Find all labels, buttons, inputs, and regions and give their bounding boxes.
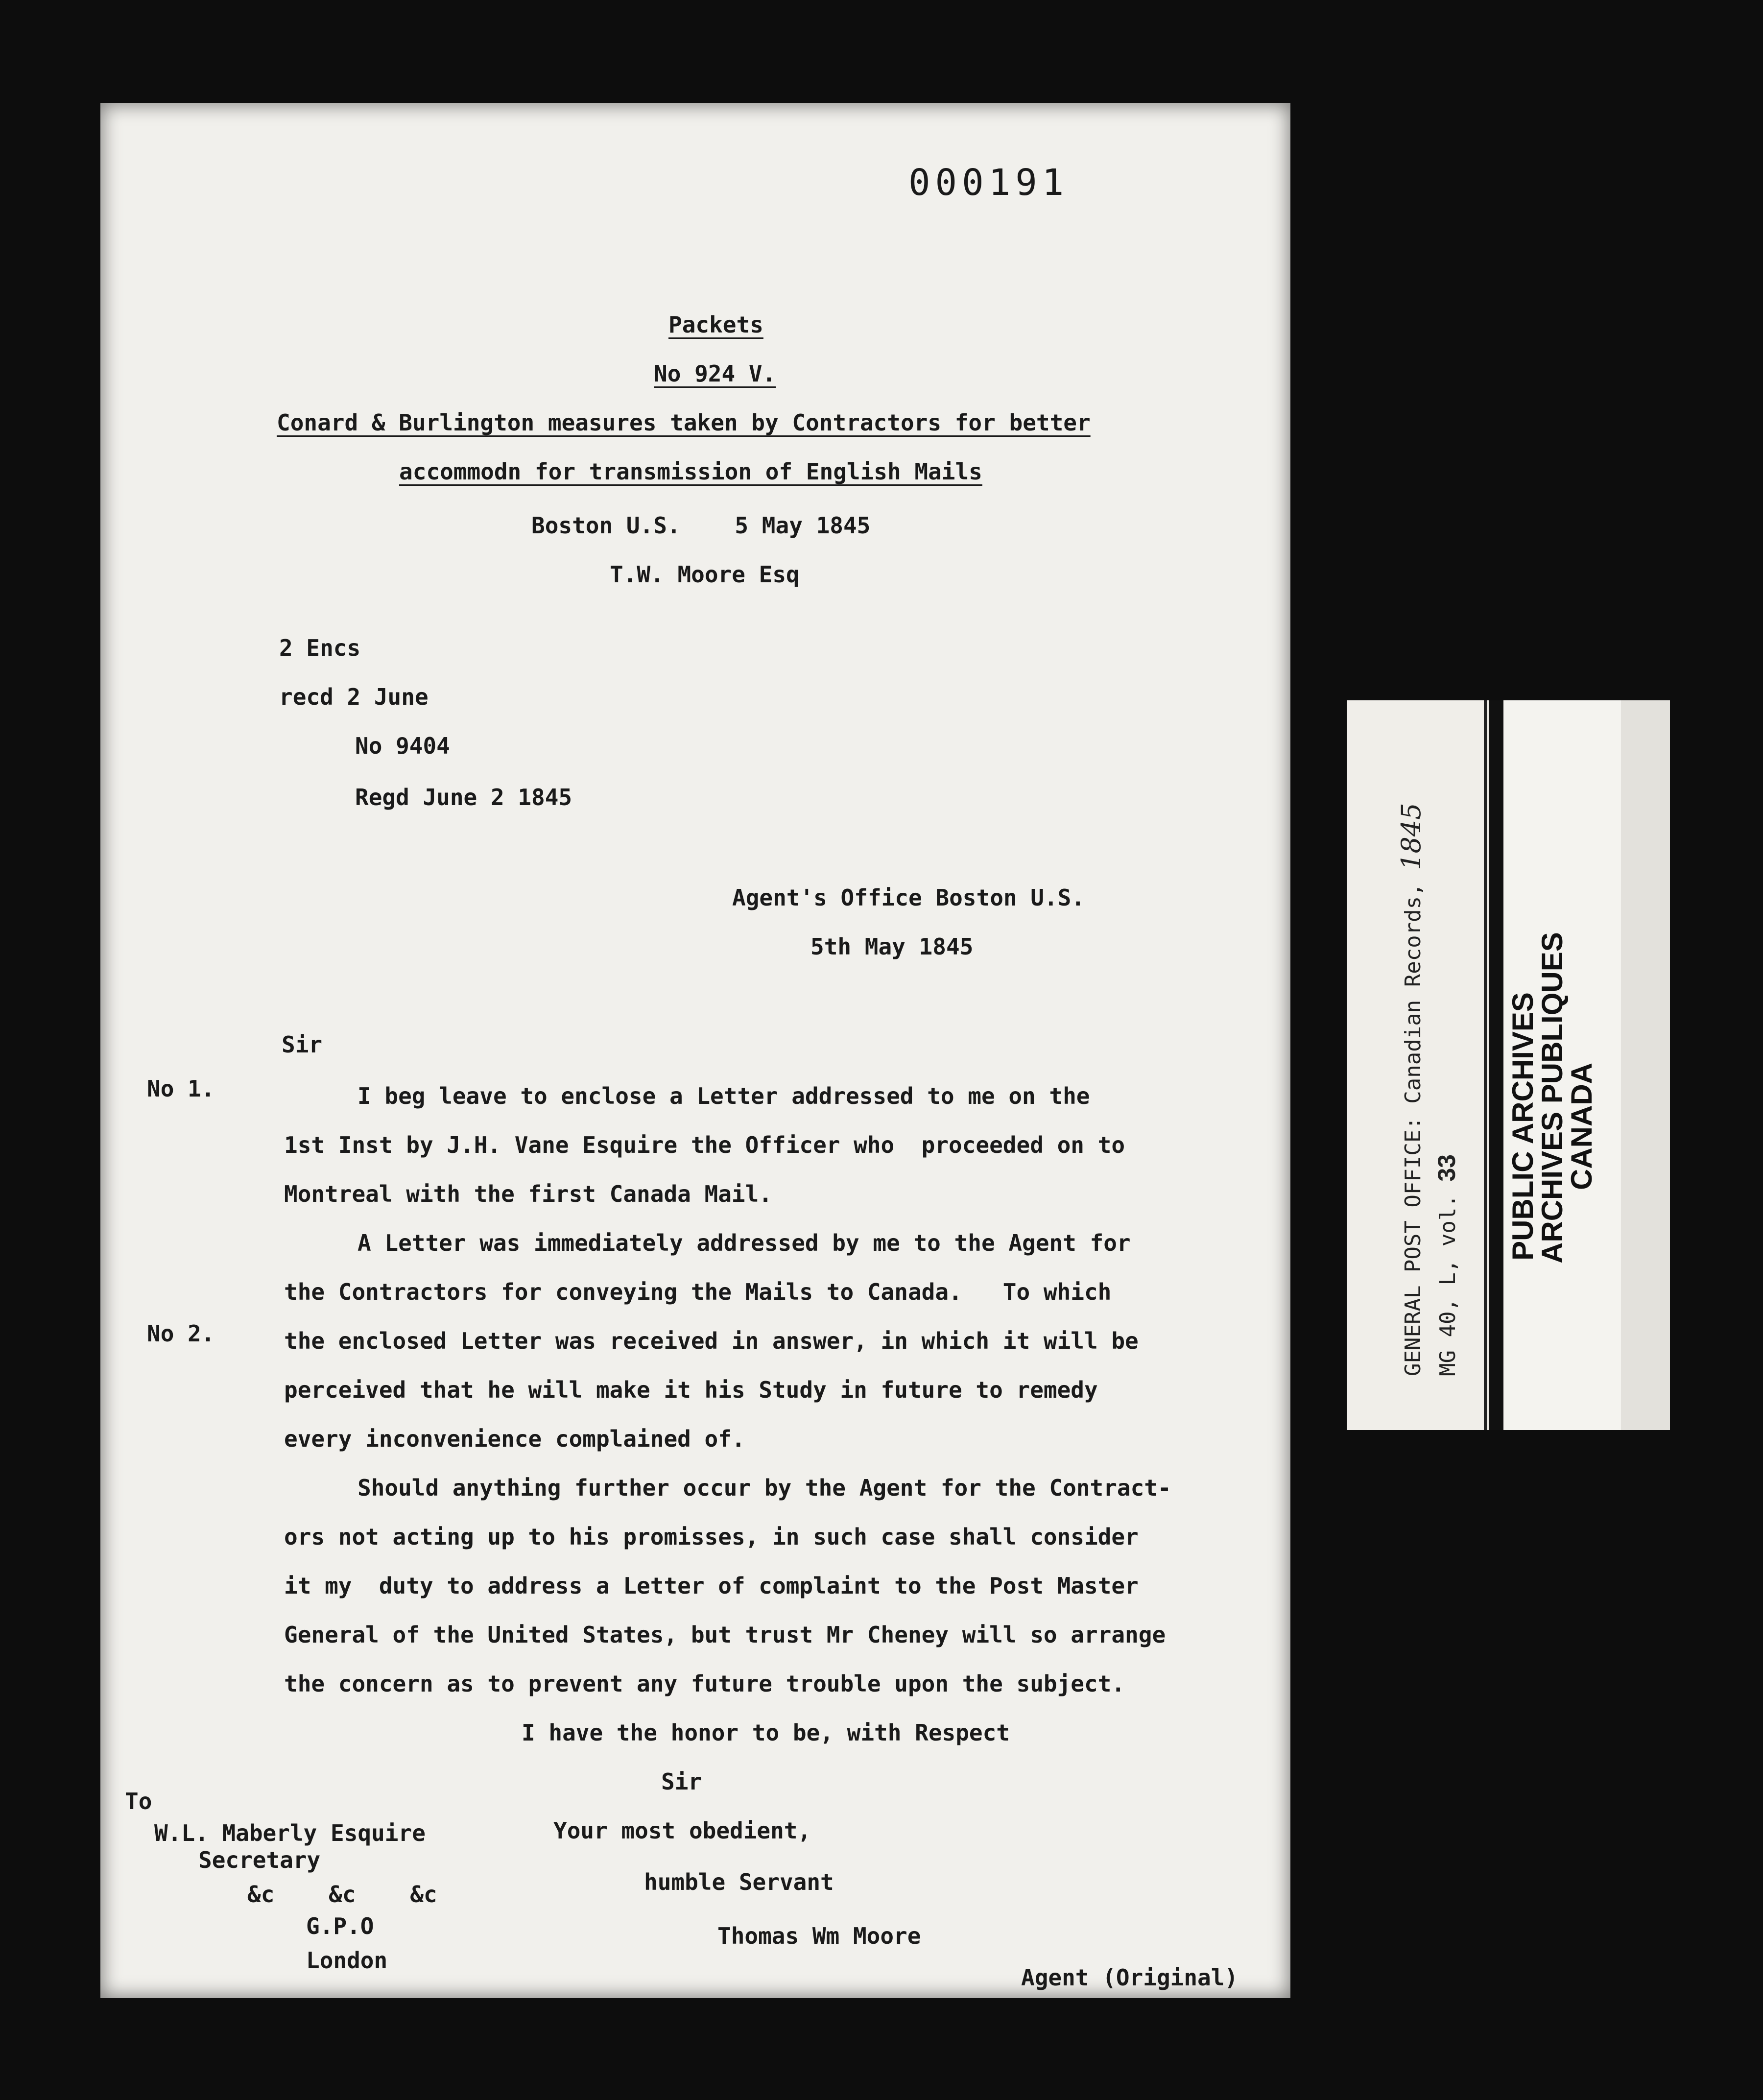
addressee-org: G.P.O — [306, 1913, 374, 1939]
body-line: the enclosed Letter was received in answer, in which it will be — [284, 1328, 1139, 1354]
archive-institution-line3: CANADA — [1565, 1063, 1598, 1190]
heading-subject-line2: accommodn for transmission of English Mails — [399, 458, 982, 485]
margin-note-2: No 2. — [147, 1320, 215, 1347]
heading-title: Packets — [668, 311, 763, 338]
archive-institution-line2: ARCHIVES PUBLIQUES — [1536, 932, 1569, 1264]
archive-record-line — [1396, 803, 1427, 1376]
body-line: General of the United States, but trust Mr Cheney will so arrange — [284, 1622, 1166, 1648]
addressee-etc: &c &c &c — [247, 1881, 437, 1908]
body-line: Should anything further occur by the Agent for the Contract- — [357, 1475, 1171, 1501]
archive-volume-number: 33 — [1433, 1154, 1460, 1182]
body-line: ors not acting up to his promisses, in such case shall consider — [284, 1524, 1139, 1550]
body-line: Montreal with the first Canada Mail. — [284, 1181, 772, 1207]
closing-line2: Sir — [661, 1768, 702, 1795]
body-line: every inconvenience complained of. — [284, 1426, 745, 1452]
registry-number: No 9404 — [355, 733, 450, 759]
addressee-name: W.L. Maberly Esquire — [154, 1820, 426, 1846]
archive-record-title: GENERAL POST OFFICE: Canadian Records, — [1401, 883, 1426, 1376]
signatory-title: Agent (Original) — [1021, 1964, 1239, 1991]
addressee-to: To — [125, 1788, 152, 1814]
body-line: perceived that he will make it his Study in future to remedy — [284, 1377, 1098, 1403]
body-line: it my duty to address a Letter of complaint to the Post Master — [284, 1573, 1139, 1599]
archive-volume-label: MG 40, L, vol. — [1435, 1194, 1460, 1376]
heading-number: No 924 V. — [654, 360, 776, 387]
addressee-city: London — [306, 1947, 388, 1974]
archive-volume-line — [1432, 1154, 1461, 1376]
letter-office: Agent's Office Boston U.S. — [732, 884, 1085, 911]
archive-institution-line1: PUBLIC ARCHIVES — [1506, 992, 1539, 1261]
heading-place-date: Boston U.S. 5 May 1845 — [531, 512, 871, 539]
archive-record-year: 1845 — [1396, 803, 1427, 870]
archive-label — [1347, 700, 1670, 1430]
signature: Thomas Wm Moore — [717, 1923, 921, 1949]
body-line: A Letter was immediately addressed by me to the Agent for — [357, 1230, 1131, 1256]
heading-subject-line1: Conard & Burlington measures taken by Contractors for better — [277, 409, 1091, 436]
body-line: I beg leave to enclose a Letter addressed to me on the — [357, 1083, 1090, 1109]
stamp-number: 000191 — [908, 162, 1069, 204]
body-line: 1st Inst by J.H. Vane Esquire the Officer who proceeded on to — [284, 1132, 1125, 1158]
registry-received: recd 2 June — [279, 684, 429, 710]
letter-date: 5th May 1845 — [810, 933, 974, 960]
body-line: the Contractors for conveying the Mails to Canada. To which — [284, 1279, 1112, 1305]
document-page — [100, 103, 1290, 1998]
archive-institution — [1506, 932, 1598, 1264]
heading-author: T.W. Moore Esq — [610, 561, 800, 588]
margin-note-1: No 1. — [147, 1075, 215, 1102]
registry-enclosures: 2 Encs — [279, 635, 361, 661]
closing-line1: I have the honor to be, with Respect — [522, 1719, 1010, 1746]
addressee-role: Secretary — [198, 1847, 321, 1873]
body-line: the concern as to prevent any future trouble upon the subject. — [284, 1670, 1125, 1697]
closing-line4: humble Servant — [644, 1869, 834, 1895]
closing-line3: Your most obedient, — [553, 1817, 811, 1844]
salutation: Sir — [282, 1031, 323, 1058]
registry-registered: Regd June 2 1845 — [355, 784, 572, 811]
